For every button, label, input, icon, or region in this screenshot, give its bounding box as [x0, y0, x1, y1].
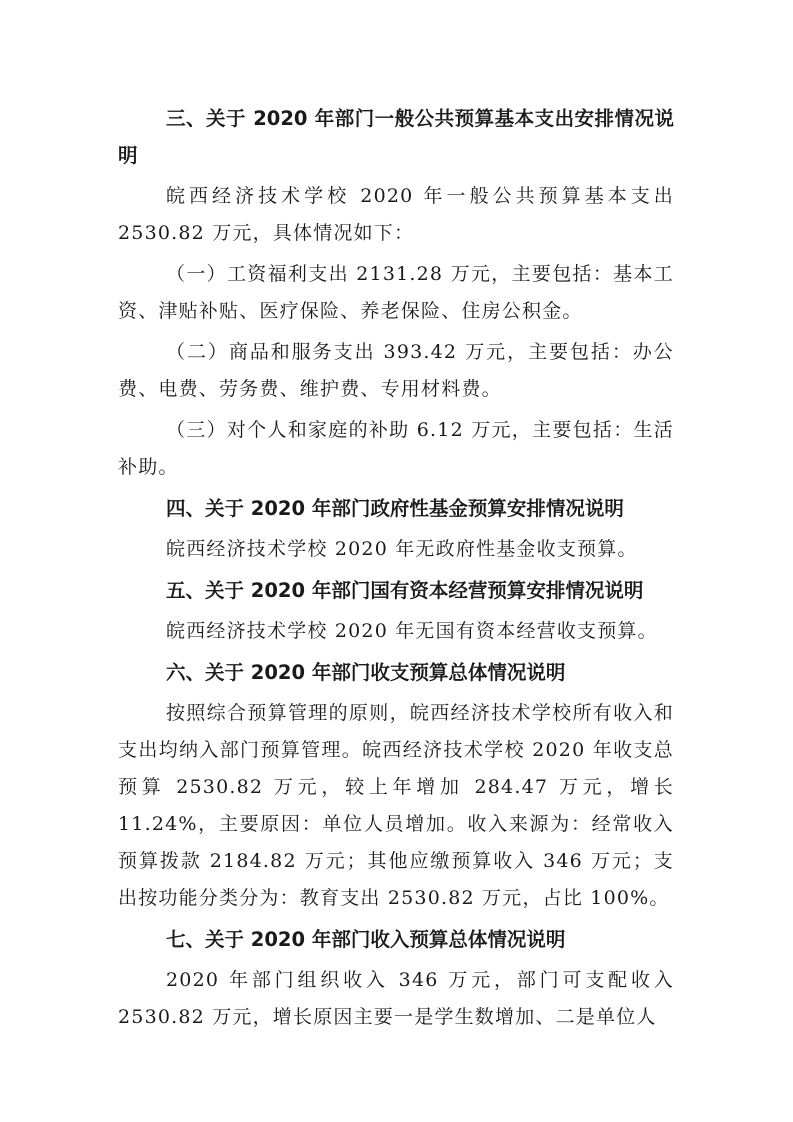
section-3-item-2: （二）商品和服务支出 393.42 万元，主要包括：办公费、电费、劳务费、维护费、专用材料费。: [118, 341, 674, 400]
section-5-heading: 五、关于 2020 年部门国有资本经营预算安排情况说明: [166, 579, 644, 602]
section-3-item-3: （三）对个人和家庭的补助 6.12 万元，主要包括：生活补助。: [118, 419, 674, 478]
section-6-body: 按照综合预算管理的原则，皖西经济技术学校所有收入和支出均纳入部门预算管理。皖西经济技术学校 2020 年收支总预算 2530.82 万元，较上年增加 284.47 万元，增长 11.24%，主要原因：单位人员增加。收入来源为：经常收入预算拨款 2184.82 万元；其他应缴预算收入 346 万元；支出按功能分类分为：教育支出 2530.82 万元，占比 100%。: [118, 702, 674, 909]
section-7-body: 2020 年部门组织收入 346 万元，部门可支配收入 2530.82 万元，增长原因主要一是学生数增加、二是单位人: [118, 969, 674, 1028]
section-4-heading: 四、关于 2020 年部门政府性基金预算安排情况说明: [166, 497, 624, 520]
document-page: [118, 100, 674, 1036]
section-6-heading: 六、关于 2020 年部门收支预算总体情况说明: [166, 661, 566, 684]
section-3-intro: 皖西经济技术学校 2020 年一般公共预算基本支出 2530.82 万元，具体情况如下：: [118, 185, 674, 244]
section-3-item-1: （一）工资福利支出 2131.28 万元，主要包括：基本工资、津贴补贴、医疗保险、养老保险、住房公积金。: [118, 263, 674, 322]
section-5-body: 皖西经济技术学校 2020 年无国有资本经营收支预算。: [166, 620, 658, 642]
section-3-heading: 三、关于 2020 年部门一般公共预算基本支出安排情况说明: [118, 107, 674, 167]
section-7-heading: 七、关于 2020 年部门收入预算总体情况说明: [166, 928, 566, 951]
section-4-body: 皖西经济技术学校 2020 年无政府性基金收支预算。: [166, 538, 638, 560]
